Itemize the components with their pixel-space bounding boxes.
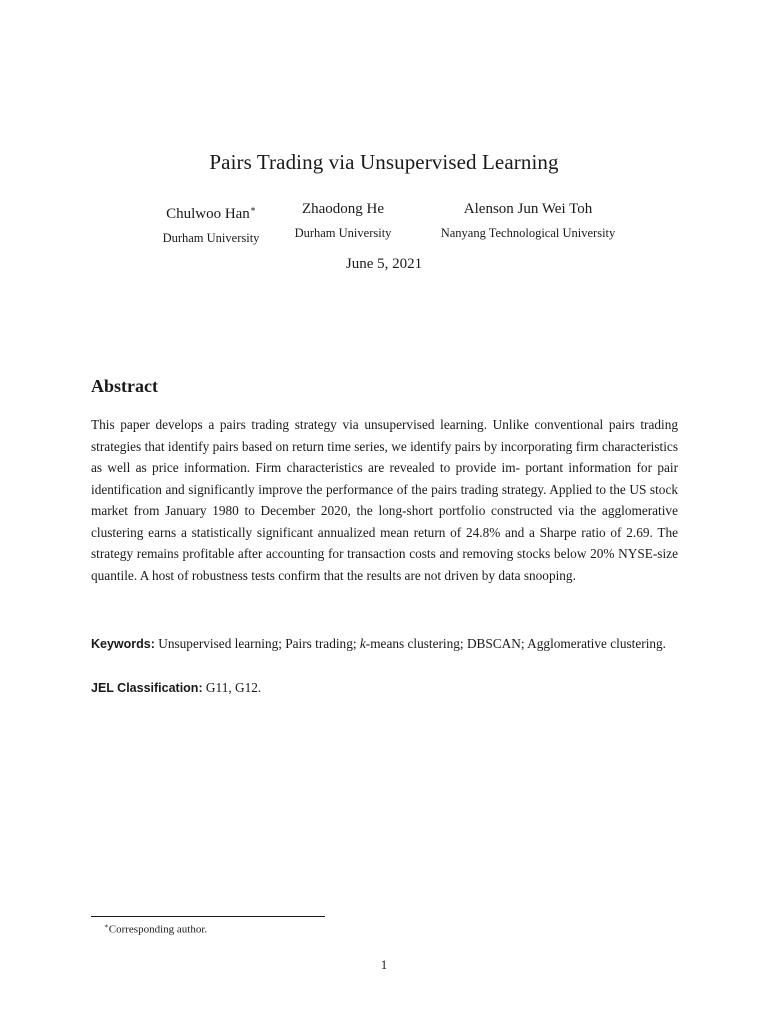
paper-title: Pairs Trading via Unsupervised Learning <box>209 150 559 174</box>
author-2 <box>278 200 408 241</box>
author-affiliation: Durham University <box>294 226 392 240</box>
abstract-line: annualized mean return of 24.8% and a Sharpe ratio of 2.69. The strategy remains profitable after <box>91 524 678 561</box>
abstract-line: firm characteristics as well as price information. Firm characteristics are revealed to provide im- <box>91 438 679 475</box>
abstract-line: This paper develops a pairs trading strategy via unsupervised learning. Unlike conventional pairs <box>91 417 635 432</box>
author-3 <box>418 200 638 241</box>
abstract-line: long-short portfolio constructed via the agglomerative clustering earns a statistically significant <box>91 503 678 540</box>
keywords-text: Unsupervised learning; Pairs trading; <box>154 636 360 651</box>
footnote-mark: ∗ <box>249 204 256 214</box>
footnote-mark: ∗ <box>104 922 109 930</box>
author-name: Chulwoo Han∗ <box>166 204 256 222</box>
footnote-rule <box>91 916 325 917</box>
paper-date: June 5, 2021 <box>345 256 423 272</box>
abstract-line: robustness tests confirm that the results are not driven by data snooping. <box>191 567 576 583</box>
abstract-body <box>91 414 678 586</box>
abstract-line: trading strategies that identify pairs based on return time series, we identify pairs by incorporating <box>91 417 678 454</box>
footnote-text: Corresponding author. <box>108 923 208 936</box>
keywords-label: Keywords: <box>91 637 155 651</box>
author-name: Alenson Jun Wei Toh <box>463 201 593 217</box>
jel-label: JEL Classification: <box>91 681 203 695</box>
author-affiliation: Nanyang Technological University <box>440 226 616 240</box>
keywords <box>91 633 678 656</box>
jel-classification <box>91 677 678 700</box>
author-name: Zhaodong He <box>301 201 385 217</box>
abstract-line: accounting for transaction costs and removing stocks below 20% NYSE-size quantile. A host of <box>91 546 678 583</box>
jel-text: G11, G12. <box>202 680 262 695</box>
footnote <box>104 919 207 937</box>
abstract-line: portant information for pair identification and significantly improve the performance of the pairs <box>91 460 679 497</box>
abstract-heading: Abstract <box>91 376 158 396</box>
keywords-k: k <box>359 636 366 651</box>
author-1 <box>141 200 281 246</box>
page-number: 1 <box>380 957 388 972</box>
author-affiliation: Durham University <box>162 231 260 245</box>
abstract-line: trading strategy. Applied to the US stock market from January 1980 to December 2020, the <box>91 481 679 518</box>
keywords-text: -means clustering; DBSCAN; Agglomerative clustering. <box>365 636 667 651</box>
